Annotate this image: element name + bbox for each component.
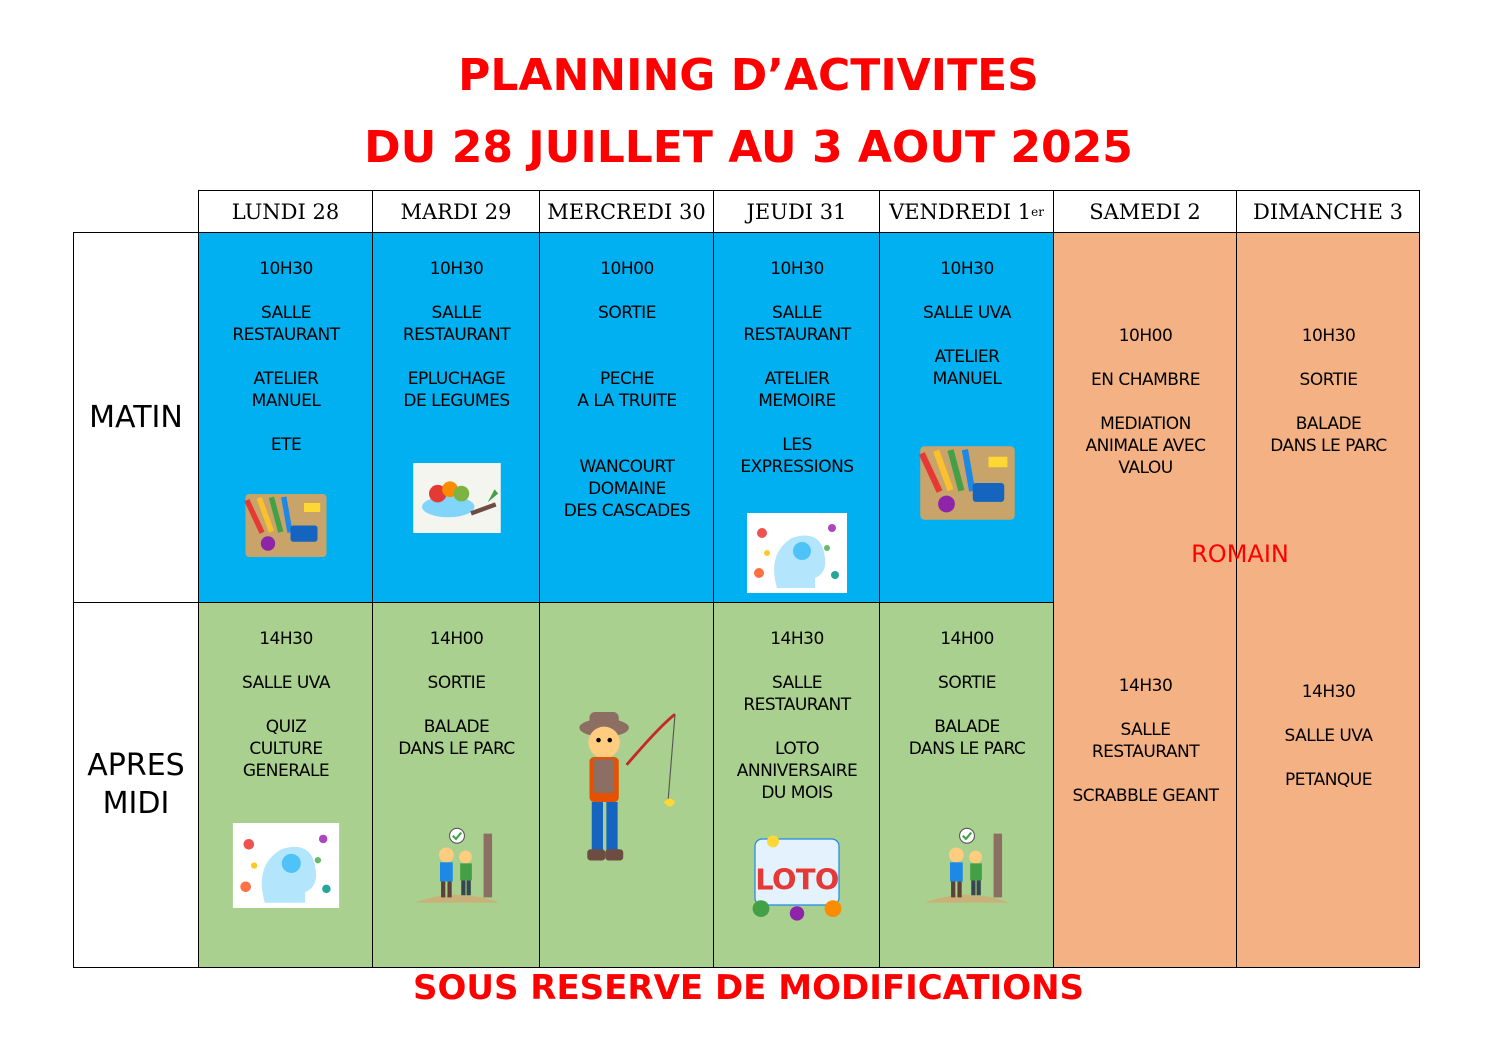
activity-text — [880, 258, 1054, 390]
activity-text — [1054, 325, 1237, 479]
spacer — [714, 650, 880, 672]
spacer — [540, 324, 714, 346]
activity-name: DU MOIS — [761, 783, 833, 803]
activity-place: RESTAURANT — [743, 695, 851, 715]
spacer — [880, 280, 1054, 302]
activity-detail: DES CASCADES — [563, 501, 691, 521]
spacer — [199, 412, 373, 434]
activity-name: SCRABBLE GEANT — [1072, 786, 1219, 806]
activity-time: 14H30 — [1301, 682, 1356, 702]
activity-place: SORTIE — [598, 303, 656, 323]
activity-time: 10H00 — [600, 259, 654, 279]
day-header-7 — [1236, 190, 1420, 233]
row-label-morning: MATIN — [73, 232, 199, 603]
brain-icon — [226, 823, 346, 908]
activity-place: SALLE UVA — [923, 303, 1011, 323]
activity-name: DANS LE PARC — [908, 739, 1026, 759]
day-header-label: LUNDI 28 — [231, 199, 340, 224]
activity-time: 14H30 — [1118, 676, 1173, 696]
activity-name: GENERALE — [242, 761, 330, 781]
activity-name: EPLUCHAGE — [407, 369, 506, 389]
spacer — [714, 412, 880, 434]
activity-time: 14H30 — [259, 629, 313, 649]
page-title: PLANNING D’ACTIVITES — [458, 50, 1039, 101]
activity-place: SALLE — [1120, 720, 1171, 740]
spacer — [880, 650, 1054, 672]
activity-time: 10H30 — [1301, 326, 1356, 346]
activity-text — [1237, 325, 1420, 457]
activity-place: SALLE — [431, 303, 482, 323]
page-subtitle-dates: DU 28 JUILLET AU 3 AOUT 2025 — [364, 122, 1133, 173]
activity-name: LOTO — [774, 739, 819, 759]
day-header-label: JEUDI 31 — [746, 199, 847, 224]
activity-place: SALLE — [772, 673, 822, 693]
activity-place: RESTAURANT — [402, 325, 511, 345]
hikers-icon — [907, 823, 1027, 908]
activity-detail: ETE — [270, 435, 302, 455]
svg-text:LOTO: LOTO — [755, 862, 839, 897]
activity-text — [199, 628, 373, 782]
afternoon-activity-7 — [1236, 602, 1420, 968]
activity-place: SORTIE — [427, 673, 486, 693]
activity-place: RESTAURANT — [1091, 742, 1200, 762]
day-header-4 — [713, 190, 880, 233]
spacer — [1054, 763, 1237, 785]
spacer — [714, 346, 880, 368]
activity-name: A LA TRUITE — [577, 391, 677, 411]
day-header-5 — [879, 190, 1054, 233]
activity-place: EN CHAMBRE — [1090, 370, 1201, 390]
activity-name: MANUEL — [932, 369, 1002, 389]
spacer — [1054, 697, 1237, 719]
activity-text — [1054, 675, 1237, 807]
day-header-label: DIMANCHE 3 — [1253, 199, 1403, 224]
spacer — [373, 650, 540, 672]
activity-name: BALADE — [934, 717, 1000, 737]
activity-place: SORTIE — [1299, 370, 1358, 390]
activity-name: BALADE — [1295, 414, 1362, 434]
afternoon-activity-3 — [539, 602, 714, 968]
activity-text — [714, 258, 880, 478]
activity-time: 14H00 — [940, 629, 994, 649]
activity-time: 10H30 — [940, 259, 994, 279]
activity-time: 14H00 — [429, 629, 484, 649]
spacer — [714, 716, 880, 738]
spacer — [199, 280, 373, 302]
activity-name: MEMOIRE — [758, 391, 836, 411]
afternoon-activity-4 — [713, 602, 880, 968]
activity-text — [199, 258, 373, 456]
activity-text — [1237, 681, 1420, 791]
spacer — [199, 694, 373, 716]
activity-place: SORTIE — [938, 673, 996, 693]
spacer — [540, 346, 714, 368]
spacer — [540, 434, 714, 456]
activity-time: 10H30 — [770, 259, 824, 279]
spacer — [199, 346, 373, 368]
spacer — [714, 280, 880, 302]
spacer — [540, 412, 714, 434]
brain-icon — [737, 513, 857, 593]
morning-activity-1 — [198, 232, 373, 603]
activity-text — [880, 628, 1054, 760]
activity-name: MEDIATION — [1100, 414, 1191, 434]
activity-name: DE LEGUMES — [403, 391, 510, 411]
row-label-afternoon: APRES MIDI — [73, 602, 199, 968]
activity-time: 10H30 — [429, 259, 484, 279]
afternoon-activity-2 — [372, 602, 540, 968]
activity-place: SALLE UVA — [1284, 726, 1373, 746]
morning-activity-2 — [372, 232, 540, 603]
spacer — [373, 280, 540, 302]
art-supplies-icon — [915, 433, 1020, 533]
spacer — [540, 280, 714, 302]
weekend-animator-label: ROMAIN — [1191, 540, 1289, 568]
activity-name: MANUEL — [251, 391, 321, 411]
activity-place: RESTAURANT — [232, 325, 340, 345]
spacer — [1054, 391, 1237, 413]
activity-name: DANS LE PARC — [1270, 436, 1387, 456]
day-header-label: MARDI 29 — [400, 199, 512, 224]
activity-name: ATELIER — [253, 369, 319, 389]
day-header-6 — [1053, 190, 1237, 233]
loto-icon — [737, 825, 857, 925]
spacer — [1237, 347, 1420, 369]
spacer — [1237, 747, 1420, 769]
afternoon-activity-1 — [198, 602, 373, 968]
day-header-1 — [198, 190, 373, 233]
footer-note: SOUS RESERVE DE MODIFICATIONS — [412, 968, 1085, 1008]
activity-name: QUIZ — [265, 717, 307, 737]
spacer — [373, 346, 540, 368]
activity-text — [714, 628, 880, 804]
spacer — [199, 650, 373, 672]
activity-name: ANNIVERSAIRE — [736, 761, 858, 781]
spacer — [1237, 703, 1420, 725]
spacer — [880, 694, 1054, 716]
activity-place: SALLE UVA — [242, 673, 330, 693]
spacer — [880, 324, 1054, 346]
day-header-3 — [539, 190, 714, 233]
activity-place: SALLE — [261, 303, 311, 323]
activity-name: BALADE — [423, 717, 490, 737]
activity-detail: DOMAINE — [588, 479, 666, 499]
activity-time: 10H30 — [259, 259, 313, 279]
activity-name: ANIMALE AVEC — [1085, 436, 1206, 456]
morning-activity-5 — [879, 232, 1054, 603]
afternoon-activity-5 — [879, 602, 1054, 968]
afternoon-activity-6 — [1053, 602, 1237, 968]
activity-name: VALOU — [1118, 458, 1173, 478]
activity-detail: LES — [782, 435, 812, 455]
vegetables-icon — [392, 463, 522, 533]
spacer — [1237, 391, 1420, 413]
activity-time: 10H00 — [1118, 326, 1173, 346]
activity-detail: EXPRESSIONS — [740, 457, 854, 477]
hikers-icon — [397, 823, 517, 908]
activity-place: SALLE — [772, 303, 822, 323]
morning-activity-3 — [539, 232, 714, 603]
art-supplies-icon — [241, 488, 331, 563]
activity-name: ATELIER — [764, 369, 830, 389]
spacer — [1054, 347, 1237, 369]
day-header-label: MERCREDI 30 — [547, 199, 706, 224]
activity-time: 14H30 — [770, 629, 824, 649]
activity-text — [540, 258, 714, 522]
activity-name: PETANQUE — [1285, 770, 1372, 790]
spacer — [373, 694, 540, 716]
day-header-label: VENDREDI 1 — [889, 199, 1032, 224]
activity-detail: WANCOURT — [579, 457, 675, 477]
day-header-superscript: er — [1031, 204, 1044, 219]
fisherman-icon — [551, 703, 691, 883]
activity-place: RESTAURANT — [743, 325, 851, 345]
activity-text — [373, 628, 540, 760]
day-header-2 — [372, 190, 540, 233]
activity-text — [373, 258, 540, 412]
activity-name: CULTURE — [249, 739, 323, 759]
activity-name: PECHE — [600, 369, 654, 389]
day-header-label: SAMEDI 2 — [1089, 199, 1201, 224]
activity-name: ATELIER — [934, 347, 1000, 367]
activity-name: DANS LE PARC — [398, 739, 515, 759]
morning-activity-4 — [713, 232, 880, 603]
